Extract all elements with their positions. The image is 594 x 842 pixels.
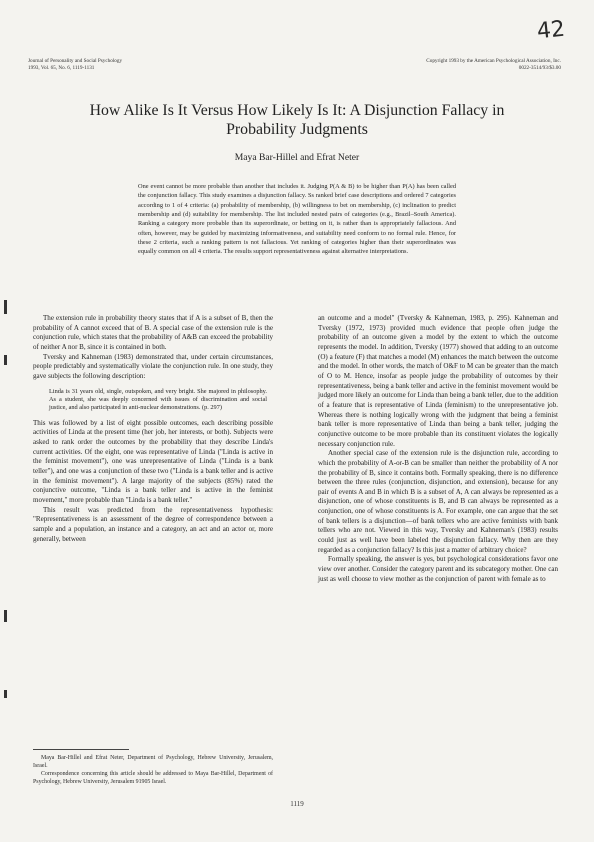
footnotes <box>33 754 273 786</box>
right-column <box>318 314 558 584</box>
handwritten-page-mark: 42 <box>535 16 567 45</box>
author-affiliation-note: Maya Bar-Hillel and Efrat Neter, Department of Psychology, Hebrew University, Jerusalem, Israel. <box>33 755 273 769</box>
margin-mark <box>4 355 7 365</box>
copyright-line: Copyright 1993 by the American Psychological Association, Inc. <box>426 58 561 64</box>
margin-mark <box>4 300 7 314</box>
issn-line: 0022-3514/93/$3.00 <box>518 64 561 71</box>
journal-name: Journal of Personality and Social Psychology <box>28 58 123 64</box>
copyright-notice <box>426 58 561 71</box>
body-paragraph: Another special case of the extension rule is the disjunction rule, according to which the probability of A-or-B can be smaller than neither the probability of A nor the probability of B, since it contains both. Formally speaking, there is no difference between the three rules (conjunction, disjunction, and extension), because for any pair of events A and B in which B is a subset of A, A can always be represented as a disjunction, one of whose constituents is B, and B can always be represented as a conjunction, one of whose constituents is A. For example, one can argue that the set of bank tellers is a disjunction—of bank tellers who are active feminists with bank tellers who are not. Viewed in this way, Tversky and Kahneman's (1983) results could just as well have been labeled the disjunction fallacy. Why then are they regarded as a conjunction fallacy? Is this just a matter of arbitrary choice? <box>318 449 558 554</box>
margin-mark <box>4 690 7 698</box>
title-line-1: How Alike Is It Versus How Likely Is It: A Disjunction Fallacy in <box>89 102 505 119</box>
page-number: 1119 <box>290 800 304 808</box>
left-column <box>33 314 273 544</box>
abstract-text: One event cannot be more probable than another that includes it. Judging P(A & B) to be higher than P(A) has been called the conjunction fallacy. This study examines a disjunction fallacy. Ss ranked brief case descriptions and ordered 7 categories according to 1 of 4 criteria: (a) probability of membership, (b) willingness to bet on membership, (c) inclination to predict membership and (d) suitability for membership. The list included nested pairs of categories (e.g., Brazil–South America). Ranking a category more probable than its superordinate, or betting on it, is rather than is appropriately fallacious. And often, however, may be guided by maximizing informativeness, and suitability need conform to no formal rule. Hence, for these 2 criteria, such a ranking pattern is not fallacious. Yet ranking of categories higher than their superordinates was equally common on all 4 criteria. The results support representativeness against alternative interpretations. <box>138 183 456 256</box>
body-paragraph: The extension rule in probability theory states that if A is a subset of B, then the probability of A cannot exceed that of B. A special case of the extension rule is the conjunction rule, which states that the probability of A&B can exceed the probability of neither A nor B, since it is contained in both. <box>33 314 273 351</box>
block-quote: Linda is 31 years old, single, outspoken, and very bright. She majored in philosophy. As a student, she was deeply concerned with issues of discrimination and social justice, and also participated in anti-nuclear demonstrations. (p. 297) <box>49 387 267 412</box>
author-line: Maya Bar-Hillel and Efrat Neter <box>234 152 360 163</box>
body-paragraph: an outcome and a model" (Tversky & Kahneman, 1983, p. 295). Kahneman and Tversky (1972, 1973) provided much evidence that people often judge the probability of an outcome given a model by the extent to which the outcome represents the model. In addition, Tversky (1977) showed that adding to an outcome (O) a feature (F) that matches a model (M) enhances the match between the outcome and the model. In other words, the match of O&F to M can be greater than the match of O to M. Hence, insofar as people judge the probability of outcomes by their representativeness, being a bank teller and active in the feminist movement would be judged more likely an outcome for Linda than being a bank teller, due to the addition of a feature that is representative of Linda (feminism) to the unrepresentative job. Whereas there is nothing logically wrong with the judgment that being a feminist bank teller is more representative of Linda than being a bank teller, judging the conjunctive outcome to be more probable than its constituent violates the logically necessary conjunction rule. <box>318 314 558 448</box>
abstract <box>138 182 456 257</box>
footnote-divider <box>33 749 129 750</box>
journal-volume: 1993, Vol. 65, No. 6, 1119-1131 <box>28 64 95 71</box>
margin-mark <box>4 610 7 622</box>
body-paragraph: This was followed by a list of eight possible outcomes, each describing possible activities of Linda at the present time (her job, her interests, or both). Subjects were asked to rank order the outcomes by the probability that they describe Linda's current activities. Of the eight, one was representative of Linda ("Linda is active in the feminist movement"), one was unrepresentative of Linda ("Linda is a bank teller"), and one was a conjunction of these two ("Linda is a bank teller and is active in the feminist movement"). A large majority of the subjects (85%) rated the conjunctive outcome, "Linda is a bank teller and is active in the feminist movement," more probable than "Linda is a bank teller." <box>33 418 273 505</box>
body-paragraph: This result was predicted from the representativeness hypothesis: "Representativeness is an assessment of the degree of correspondence between a sample and a population, an instance and a category, an act and an actor or, more generally, between <box>33 505 273 543</box>
body-paragraph: Formally speaking, the answer is yes, but psychological considerations favor one view over another. Consider the category parent and its subcategory mother. One can just as well choose to view mother as the conjunction of parent with female as to <box>318 555 558 583</box>
correspondence-note: Correspondence concerning this article should be addressed to Maya Bar-Hillel, Department of Psychology, Hebrew University, Jerusalem 91905 Israel. <box>33 771 273 785</box>
title-line-2: Probability Judgments <box>226 121 368 138</box>
article-title <box>40 101 554 139</box>
journal-citation <box>28 58 122 71</box>
body-paragraph: Tversky and Kahneman (1983) demonstrated that, under certain circumstances, people predictably and systematically violate the conjunction rule. In one study, they gave subjects the following description: <box>33 352 273 380</box>
